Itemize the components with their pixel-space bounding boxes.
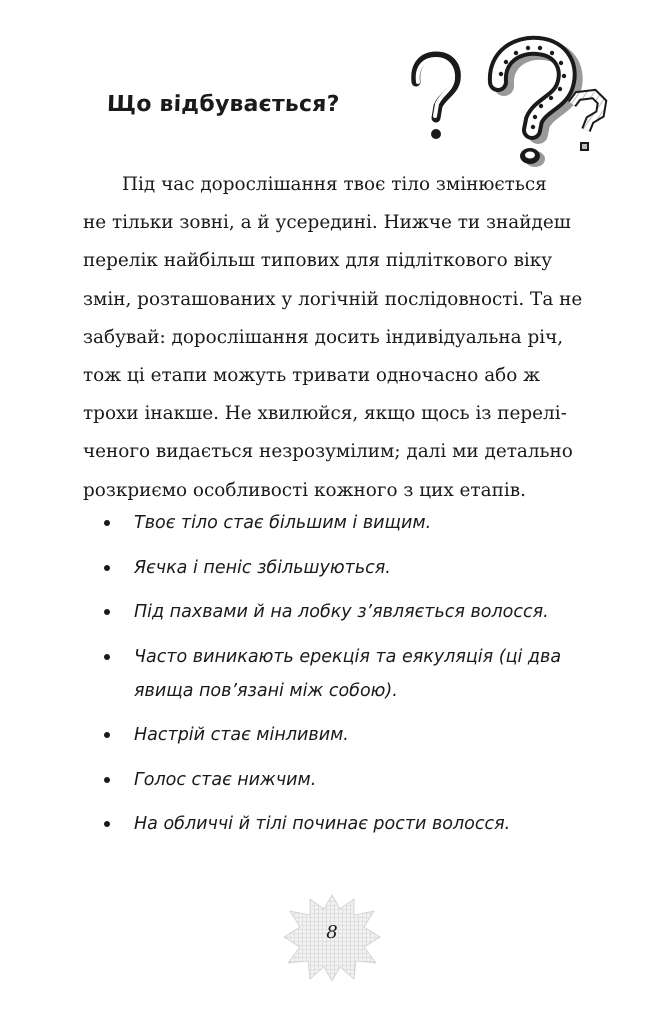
list-item [104, 595, 574, 629]
bullet-dot-icon [104, 821, 110, 827]
pixel-question-mark [572, 94, 602, 151]
intro-line: тож ці етапи можуть тривати одночасно або ж [83, 365, 541, 387]
small-question-mark [416, 56, 457, 139]
bullet-dot-icon [104, 654, 110, 660]
page-number-badge [282, 893, 382, 983]
intro-line: забувай: дорослішання досить індивідуальна річ, [83, 326, 564, 348]
list-item [104, 551, 574, 585]
intro-line: Під час дорослішання твоє тіло змінюється [122, 174, 547, 195]
large-question-mark [498, 46, 573, 167]
list-item-text: На обличчі й тілі починає рости волосся. [134, 814, 511, 834]
list-item-text: Твоє тіло стає більшим і вищим. [134, 513, 432, 533]
intro-line: перелік найбільш типових для підліткового віку [83, 250, 553, 272]
list-item-text: Під пахвами й на лобку з’являється волосся. [134, 602, 549, 622]
intro-line: змін, розташованих у логічній послідовності. Та не [83, 288, 583, 310]
bullet-dot-icon [104, 777, 110, 783]
intro-paragraph [83, 166, 583, 510]
list-item-text: явища пов’язані між собою). [134, 680, 398, 701]
intro-line: ченого видається незрозумілим; далі ми детально [83, 441, 573, 463]
changes-list [104, 506, 574, 852]
intro-line: трохи інакше. Не хвилюйся, якщо щось із перелі- [83, 403, 567, 425]
list-item [104, 640, 574, 708]
bullet-dot-icon [104, 732, 110, 738]
list-item [104, 763, 574, 797]
intro-line: не тільки зовні, а й усередині. Нижче ти знайдеш [83, 212, 571, 234]
list-item-text: Голос стає нижчим. [134, 769, 317, 790]
bullet-dot-icon [104, 520, 110, 526]
page-heading: Що відбувається? [106, 92, 340, 117]
page-number: 8 [326, 922, 338, 943]
list-item [104, 718, 574, 752]
bullet-dot-icon [104, 565, 110, 571]
list-item [104, 506, 574, 540]
bullet-dot-icon [104, 609, 110, 615]
list-item-text: Яєчка і пеніс збільшуються. [134, 557, 391, 578]
list-item [104, 807, 574, 841]
list-item-text: Часто виникають ерекція та еякуляція (ці два [134, 646, 562, 667]
list-item-text: Настрій стає мінливим. [134, 725, 349, 745]
question-marks-icon [400, 34, 630, 174]
intro-line: розкриємо особливості кожного з цих етапів. [83, 479, 526, 501]
